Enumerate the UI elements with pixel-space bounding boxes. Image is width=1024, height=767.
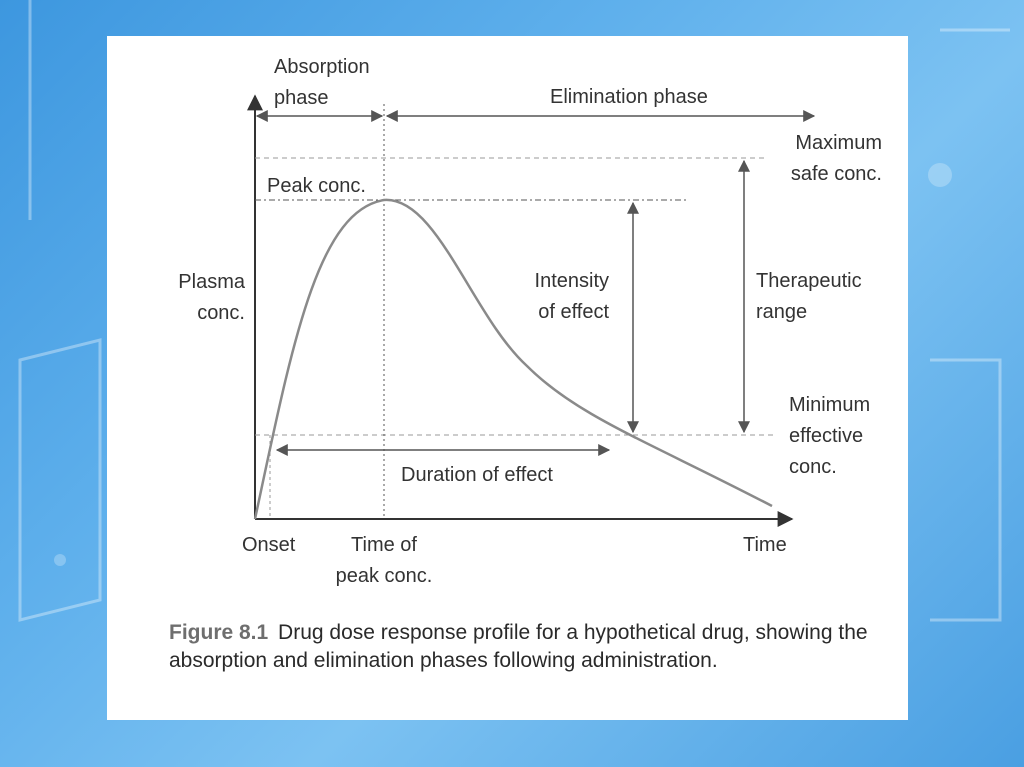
absorption-label-line2: phase bbox=[274, 87, 329, 109]
figure-card bbox=[107, 36, 908, 720]
max-safe-label-line2: safe conc. bbox=[790, 163, 882, 185]
time-of-peak-label-line1: Time of bbox=[351, 534, 417, 556]
pharmacokinetic-diagram bbox=[107, 36, 908, 720]
absorption-label-line1: Absorption bbox=[274, 56, 370, 78]
elimination-label: Elimination phase bbox=[550, 86, 708, 108]
max-safe-label-line1: Maximum bbox=[795, 132, 882, 154]
y-axis-label-line1: Plasma bbox=[178, 271, 245, 293]
duration-label: Duration of effect bbox=[401, 464, 553, 486]
figure-number: Figure 8.1 bbox=[169, 621, 269, 644]
min-effective-label-line3: conc. bbox=[789, 456, 837, 478]
intensity-label-line2: of effect bbox=[538, 301, 609, 323]
time-of-peak-label-line2: peak conc. bbox=[335, 565, 433, 587]
intensity-label-line1: Intensity bbox=[534, 270, 609, 292]
therapeutic-label-line2: range bbox=[756, 301, 808, 323]
min-effective-label-line2: effective bbox=[789, 425, 864, 447]
caption-text: Drug dose response profile for a hypothetical drug, showing the absorption and elimination phases following administration. bbox=[169, 621, 868, 672]
onset-label: Onset bbox=[242, 534, 296, 556]
y-axis-label-line2: conc. bbox=[197, 302, 245, 324]
peak-conc-label: Peak conc. bbox=[267, 175, 366, 197]
figure-caption bbox=[169, 619, 899, 675]
min-effective-label-line1: Minimum bbox=[789, 394, 871, 416]
time-axis-label: Time bbox=[743, 534, 787, 556]
therapeutic-label-line1: Therapeutic bbox=[756, 270, 862, 292]
